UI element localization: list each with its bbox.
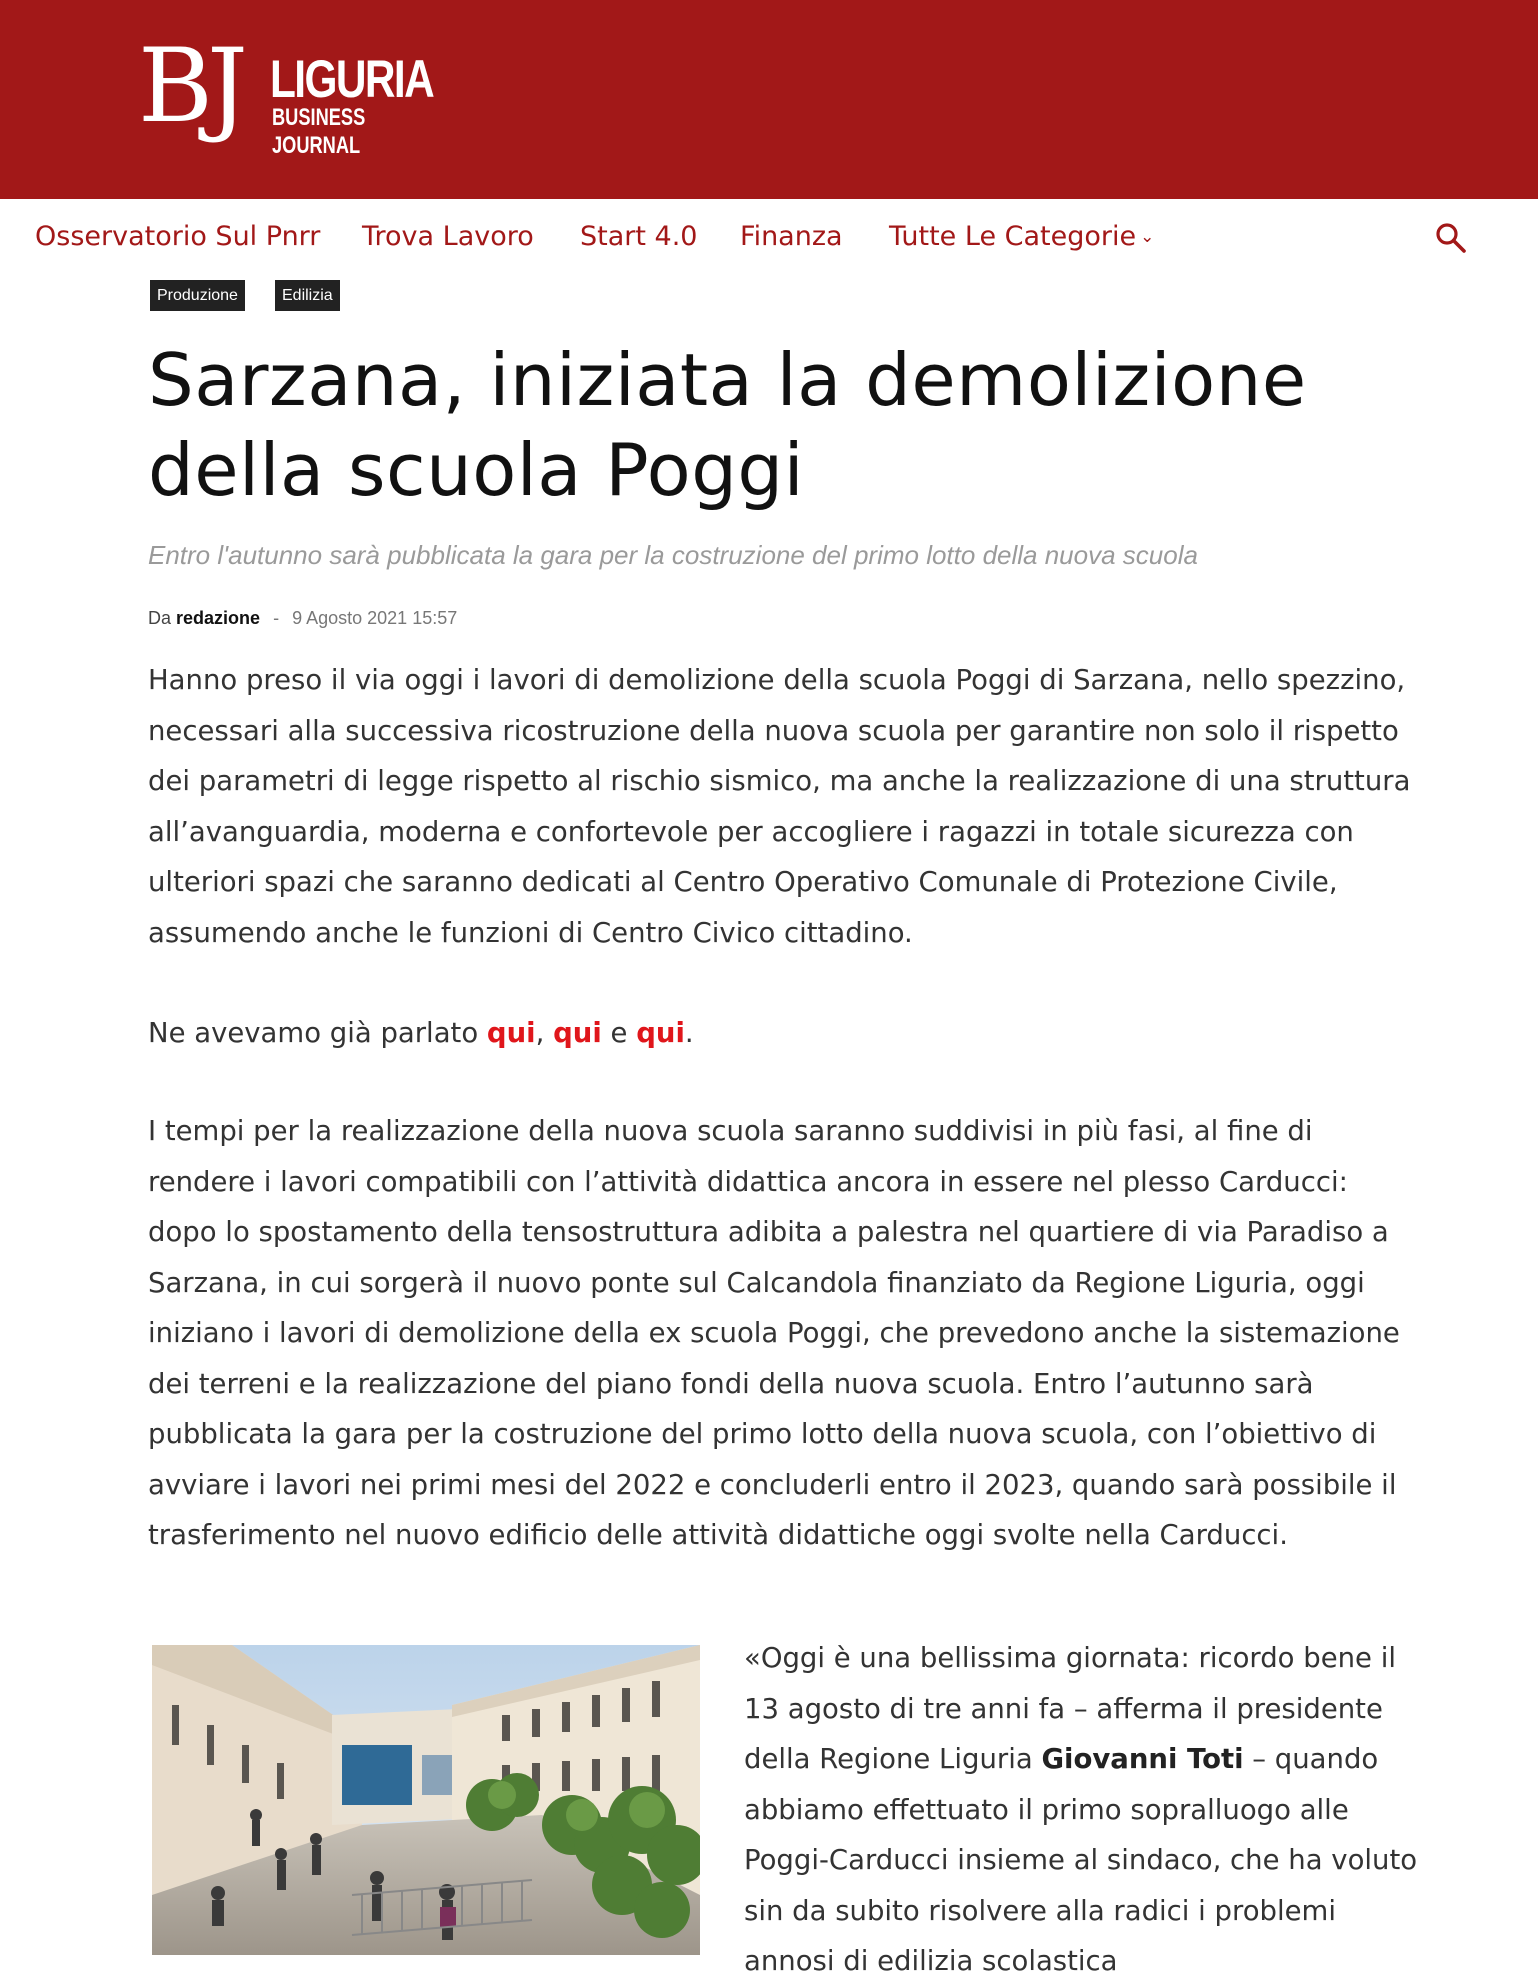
nav-item-finanza[interactable]: Finanza [740,221,843,252]
title-line-1: Sarzana, iniziata la demolizione [148,338,1307,422]
category-badge-produzione[interactable]: Produzione [150,280,245,311]
qui-link-1[interactable]: qui [486,1017,536,1049]
logo-business-journal: BUSINESS JOURNAL [272,104,366,159]
logo-bj: BJ [138,27,242,146]
author-link[interactable]: redazione [176,608,261,628]
article-paragraph-1: Hanno preso il via oggi i lavori di demolizione della scuola Poggi di Sarzana, nello spezzino, necessari alla successiva ricostruzione della nuova scuola per garantire non solo il rispetto dei parametri di legge rispetto al rischio sismico, ma anche la realizzazione di una struttura all’avanguardia, moderna e confortevole per accogliere i ragazzi in totale sicurezza con ulteriori spazi che saranno dedicati al Centro Operativo Comunale di Protezione Civile, assumendo anche le funzioni di Centro Civico cittadino. [148,664,1411,949]
byline-prefix: Da [148,608,172,628]
links-end: . [684,1017,694,1049]
qui-link-3[interactable]: qui [636,1017,685,1049]
site-logo[interactable] [138,22,448,159]
nav-item-trova-lavoro[interactable]: Trova Lavoro [362,221,534,252]
site-header [0,0,1538,199]
nav-item-start[interactable]: Start 4.0 [580,221,698,252]
school-rendering-image[interactable] [152,1645,700,1955]
byline [148,608,457,629]
qui-link-2[interactable]: qui [553,1017,602,1049]
links-comma: , [535,1017,554,1049]
quote-end: – quando abbiamo effettuato il primo sopralluogo alle Poggi-Carducci insieme al sindaco, che ha voluto sin da subito risolvere alla radici i problemi annosi di edilizia scolastica [744,1743,1418,1977]
logo-liguria: LIGURIA [270,50,434,109]
publish-date: 9 Agosto 2021 15:57 [292,608,458,628]
article-title [148,335,1368,515]
main-nav [0,199,1538,279]
nav-item-osservatorio[interactable]: Osservatorio Sul Pnrr [35,221,321,252]
article-subtitle: Entro l'autunno sarà pubblicata la gara per la costruzione del primo lotto della nuova scuola [148,540,1198,570]
quote-start: «Oggi è una bellissima giornata: ricordo bene il 13 agosto di tre anni fa – afferma il presidente della Regione Liguria [744,1642,1396,1775]
title-line-2: della scuola Poggi [148,428,805,512]
article-paragraph-3: I tempi per la realizzazione della nuova scuola saranno suddivisi in più fasi, al fine di rendere i lavori compatibili con l’attività didattica ancora in essere nel plesso Carducci: dopo lo spostamento della tensostruttura adibita a palestra nel quartiere di via Paradiso a Sarzana, in cui sorgerà il nuovo ponte sul Calcandola finanziato da Regione Liguria, oggi iniziano i lavori di demolizione della ex scuola Poggi, che prevedono anche la sistemazione dei terreni e la realizzazione del piano fondi della nuova scuola. Entro l’autunno sarà pubblicata la gara per la costruzione del primo lotto della nuova scuola, con l’obiettivo di avviare i lavori nei primi mesi del 2022 e concluderli entro il 2023, quando sarà possibile il trasferimento nel nuovo edificio delle attività didattiche oggi svolte nella Carducci. [148,1115,1400,1551]
article-paragraph-links [148,1008,1418,1059]
nav-item-label: Tutte Le Categorie [889,221,1137,252]
links-prefix: Ne avevamo già parlato [148,1017,487,1049]
category-badge-edilizia[interactable]: Edilizia [275,280,340,311]
links-and: e [601,1017,637,1049]
quote-paragraph [744,1633,1434,1987]
search-icon[interactable] [1434,221,1468,255]
byline-separator: - [273,608,280,628]
chevron-down-icon: ⌄ [1140,227,1155,247]
nav-item-tutte-le-categorie[interactable] [889,221,1154,252]
quote-person: Giovanni Toti [1041,1743,1244,1775]
